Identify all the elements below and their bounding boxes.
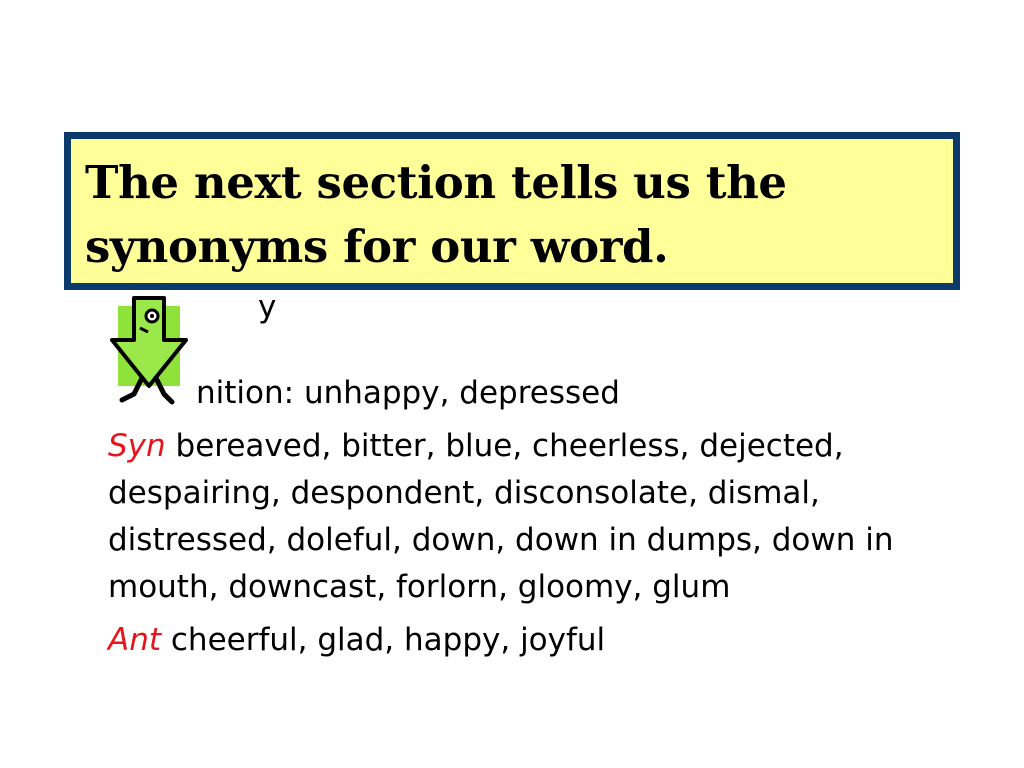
synonyms-paragraph bbox=[108, 423, 928, 611]
entry-cut-line bbox=[108, 296, 928, 332]
callout-box bbox=[64, 132, 960, 290]
callout-line-1: The next section tells us the bbox=[85, 156, 787, 209]
syn-label: Syn bbox=[108, 428, 166, 464]
callout-line-2: synonyms for our word. bbox=[85, 220, 669, 273]
definition-line bbox=[108, 370, 928, 417]
green-arrow-character-icon bbox=[104, 296, 194, 412]
antonyms-text: cheerful, glad, happy, joyful bbox=[170, 622, 606, 658]
ant-label: Ant bbox=[108, 622, 162, 658]
synonyms-text: bereaved, bitter, blue, cheerless, dejected, despairing, despondent, disconsolate, dismal, distressed, doleful, down, down in dumps, down in mouth, downcast, forlorn, gloomy, glum bbox=[108, 428, 894, 605]
entry-cut-fragment: y bbox=[258, 296, 277, 325]
dictionary-entry bbox=[108, 296, 928, 664]
definition-text: nition: unhappy, depressed bbox=[196, 375, 620, 411]
arrow-pupil bbox=[150, 314, 154, 318]
antonyms-paragraph bbox=[108, 617, 928, 664]
